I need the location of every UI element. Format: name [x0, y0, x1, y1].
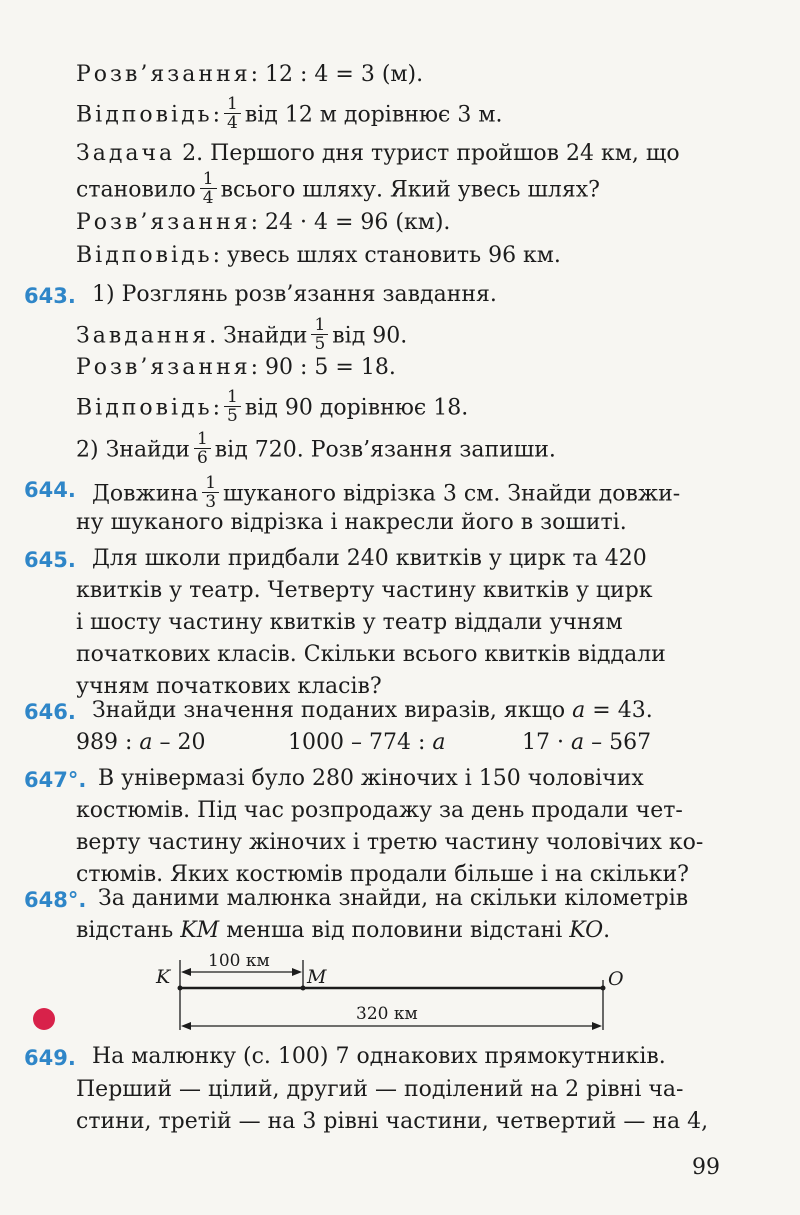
- problem-644-line-2: ну шуканого відрізка і накресли його в зошиті.: [76, 510, 627, 535]
- problem-number-645: 645.: [24, 548, 76, 572]
- problem-643-line-1: 1) Розглянь розв’язання завдання.: [92, 282, 497, 307]
- answer-2: Відповідь: увесь шлях становить 96 км.: [76, 243, 561, 268]
- fraction: $\frac{1}{5}$: [224, 388, 241, 425]
- problem-644-line-1: Довжина $\frac{1}{3}$ шуканого відрізка 3 см. Знайди довжи-: [92, 473, 681, 512]
- problem-number-649: 649.: [24, 1046, 76, 1070]
- fraction: $\frac{1}{6}$: [194, 430, 211, 467]
- point-m-label: M: [307, 966, 327, 988]
- point-o: [601, 986, 606, 991]
- problem-number-648: 648°.: [24, 888, 87, 912]
- problem-643-task: Завдання. Знайди $\frac{1}{5}$ від 90.: [76, 315, 408, 354]
- problem-number-643: 643.: [24, 284, 76, 308]
- problem-645-line: Для школи придбали 240 квитків у цирк та 420: [92, 546, 647, 571]
- problem-647-line: стюмів. Яких костюмів продали більше і на скільки?: [76, 862, 689, 887]
- red-marker-dot: [33, 1008, 55, 1030]
- fraction: $\frac{1}{4}$: [200, 170, 217, 207]
- arrow-right-icon: [292, 968, 302, 976]
- problem-643-answer: Відповідь: $\frac{1}{5}$ від 90 дорівнює 18.: [76, 387, 469, 426]
- fraction: $\frac{1}{5}$: [311, 316, 328, 353]
- solution-1: Розв’язання: 12 : 4 = 3 (м).: [76, 62, 424, 87]
- expression-2: 1000 – 774 : a: [288, 730, 446, 755]
- problem-648-line-1: За даними малюнка знайди, на скільки кілометрів: [98, 886, 689, 911]
- problem-645-line: учням початкових класів?: [76, 674, 382, 699]
- point-k: [178, 986, 183, 991]
- problem-649-line: На малюнку (с. 100) 7 однакових прямокутників.: [92, 1044, 666, 1069]
- problem-645-line: і шосту частину квитків у театр віддали учням: [76, 610, 623, 635]
- problem-643-part-2: 2) Знайди $\frac{1}{6}$ від 720. Розв’язання запиши.: [76, 429, 556, 468]
- fraction: $\frac{1}{3}$: [202, 474, 219, 511]
- distance-km-label: 100 км: [208, 951, 270, 971]
- problem-647-line: В універмазі було 280 жіночих і 150 чоловічих: [98, 766, 644, 791]
- problem-645-line: квитків у театр. Четверту частину квитків у цирк: [76, 578, 653, 603]
- point-k-label: K: [156, 966, 171, 988]
- problem-648-line-2: відстань KM менша від половини відстані KO.: [76, 918, 611, 943]
- answer-1: Відповідь: $\frac{1}{4}$ від 12 м дорівнює 3 м.: [76, 94, 503, 133]
- problem-643-solution: Розв’язання: 90 : 5 = 18.: [76, 355, 396, 380]
- problem-number-647: 647°.: [24, 768, 87, 792]
- expression-3: 17 · a – 567: [522, 730, 652, 755]
- point-m: [301, 986, 306, 991]
- arrow-left-icon: [181, 968, 191, 976]
- segment-figure: [150, 950, 640, 1030]
- arrow-left-icon: [181, 1022, 191, 1030]
- point-o-label: O: [608, 968, 624, 990]
- fraction: $\frac{1}{4}$: [224, 95, 241, 132]
- problem-647-line: костюмів. Під час розпродажу за день продали чет-: [76, 798, 683, 823]
- task-2-line-2: становило $\frac{1}{4}$ всього шляху. Який увесь шлях?: [76, 169, 600, 208]
- problem-649-line: Перший — цілий, другий — поділений на 2 рівні ча-: [76, 1077, 684, 1102]
- expression-1: 989 : a – 20: [76, 730, 206, 755]
- problem-646-line-1: Знайди значення поданих виразів, якщо a = 43.: [92, 698, 653, 723]
- problem-number-646: 646.: [24, 700, 76, 724]
- solution-2: Розв’язання: 24 · 4 = 96 (км).: [76, 210, 451, 235]
- distance-ko-label: 320 км: [356, 1004, 418, 1024]
- task-2-line-1: Задача 2. Першого дня турист пройшов 24 км, що: [76, 141, 680, 166]
- problem-number-644: 644.: [24, 478, 76, 502]
- arrow-right-icon: [592, 1022, 602, 1030]
- problem-645-line: початкових класів. Скільки всього квитків віддали: [76, 642, 666, 667]
- problem-649-line: стини, третій — на 3 рівні частини, четвертий — на 4,: [76, 1109, 709, 1134]
- problem-647-line: верту частину жіночих і третю частину чоловічих ко-: [76, 830, 704, 855]
- page-number: 99: [692, 1155, 720, 1180]
